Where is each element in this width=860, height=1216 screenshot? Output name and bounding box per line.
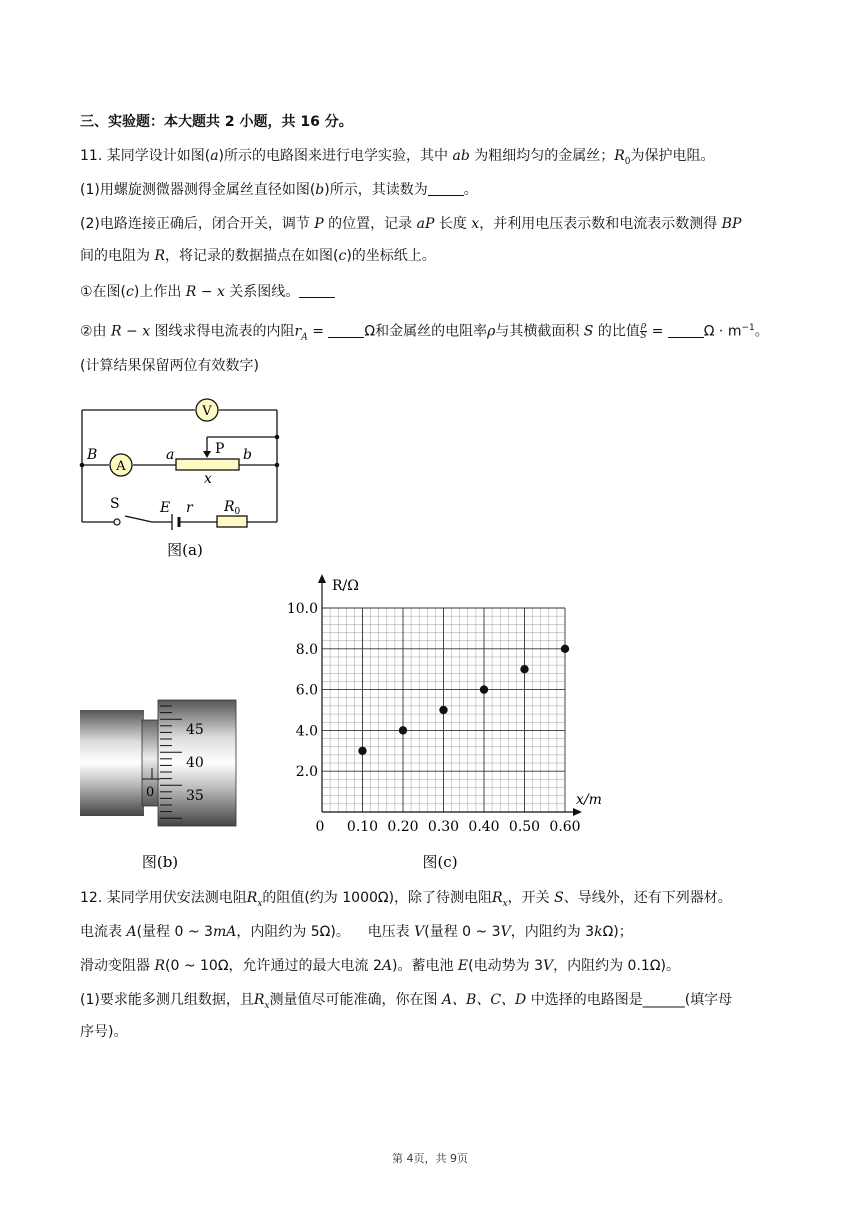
q12-part1: (1)要求能多测几组数据，且$R_x$测量值尽可能准确，你在图 A、B、C、D 中选择的电路图是______(填字母 xyxy=(80,992,733,1011)
answer-blank[interactable] xyxy=(428,181,464,196)
ammeter-label: A xyxy=(116,459,126,474)
x-tick-label: 0.20 xyxy=(387,819,419,835)
data-point xyxy=(358,747,366,755)
q11-note: (计算结果保留两位有效数字) xyxy=(80,358,259,374)
page-footer: 第 4页，共 9页 xyxy=(392,1152,468,1165)
q11-part2-line1: (2)电路连接正确后，闭合开关，调节 P 的位置，记录 aP 长度 x，并利用电压表示数和电流表示数测得 BP xyxy=(80,216,742,232)
figure-c-caption: 图(c) xyxy=(422,853,458,871)
end-a-label: a xyxy=(166,447,175,463)
length-x-label: x xyxy=(204,471,212,487)
q11-part1: (1)用螺旋测微器测得金属丝直径如图(b)所示，其读数为 。 xyxy=(80,182,478,198)
figure-b-caption: 图(b) xyxy=(141,853,179,871)
x-axis-label: x/m xyxy=(576,792,602,808)
x-tick-label: 0.60 xyxy=(549,819,581,835)
data-point xyxy=(439,706,447,714)
scale-label-40: 40 xyxy=(186,755,204,771)
y-axis-label: R/Ω xyxy=(332,578,359,594)
figure-c-chart xyxy=(280,572,600,877)
q12-part1-cont: 序号)。 xyxy=(80,1024,128,1040)
q11-sub2: ②由 R − x 图线求得电流表的内阻$r_A = \Omega$和金属丝的电阻率ρ与其横截面积 S 的比值 $\frac{\rho}{S}$ = $\Omega \cdot m^{-1}$。 xyxy=(80,321,769,343)
data-point xyxy=(399,726,407,734)
q12-stem: 12. 某同学用伏安法测电阻$R_x$的阻值(约为 1000Ω)，除了待测电阻$R_x$，开关 S、导线外，还有下列器材。 xyxy=(80,890,732,909)
node-b-label: B xyxy=(87,447,98,463)
q12-equipment-2: 滑动变阻器 R(0 ~ 10Ω，允许通过的最大电流 2A)。蓄电池 E(电动势为 3V，内阻约为 0.1Ω)。 xyxy=(80,958,680,974)
data-point xyxy=(480,685,488,693)
section-heading: 三、实验题：本大题共 2 小题，共 16 分。 xyxy=(80,114,353,130)
q11-sub1: ①在图(c)上作出 R − x 关系图线。 xyxy=(80,282,335,302)
scale-label-45: 45 xyxy=(186,722,204,738)
y-tick-label: 4.0 xyxy=(295,723,318,740)
x-tick-label: 0.50 xyxy=(508,819,541,835)
q12-equipment-1: 电流表 A(量程 0 ~ 3mA，内阻约为 5Ω)。 电压表 V(量程 0 ~ 3V，内阻约为 3kΩ)； xyxy=(80,924,633,940)
main-scale-zero: 0 xyxy=(146,785,155,800)
voltmeter-label: V xyxy=(202,404,212,419)
q11-stem: 11. 某同学设计如图(a)所示的电路图来进行电学实验，其中 ab 为粗细均匀的金属丝；$R_0$为保护电阻。 xyxy=(80,148,715,167)
data-point xyxy=(520,665,528,673)
internal-r-label: r xyxy=(186,500,193,516)
data-point xyxy=(561,645,569,653)
answer-blank[interactable] xyxy=(668,323,704,338)
switch-label: S xyxy=(110,496,120,512)
slider-p-label: P xyxy=(215,441,225,457)
answer-blank[interactable] xyxy=(328,323,364,338)
figure-a-circuit xyxy=(70,395,300,565)
end-b-label: b xyxy=(243,447,252,463)
emf-label: E xyxy=(160,500,171,516)
answer-blank[interactable] xyxy=(299,283,335,298)
y-tick-label: 10.0 xyxy=(286,601,318,617)
y-tick-label: 8.0 xyxy=(295,641,318,658)
x-tick-label: 0.30 xyxy=(427,819,460,835)
rho-over-s-fraction: $\frac{\rho}{S}$ xyxy=(640,321,647,342)
scale-label-35: 35 xyxy=(186,788,204,804)
figure-b-micrometer xyxy=(80,698,240,873)
x-tick-label: 0.40 xyxy=(468,819,500,835)
y-tick-label: 2.0 xyxy=(295,764,318,781)
r0-label: $R_0$ xyxy=(224,499,241,517)
x-tick-label: 0.10 xyxy=(346,819,379,835)
q11-part2-line2: 间的电阻为 R，将记录的数据描点在如图(c)的坐标纸上。 xyxy=(80,248,436,264)
x-tick-label: 0 xyxy=(315,819,325,835)
figure-a-caption: 图(a) xyxy=(167,541,203,559)
y-tick-label: 6.0 xyxy=(295,682,318,699)
